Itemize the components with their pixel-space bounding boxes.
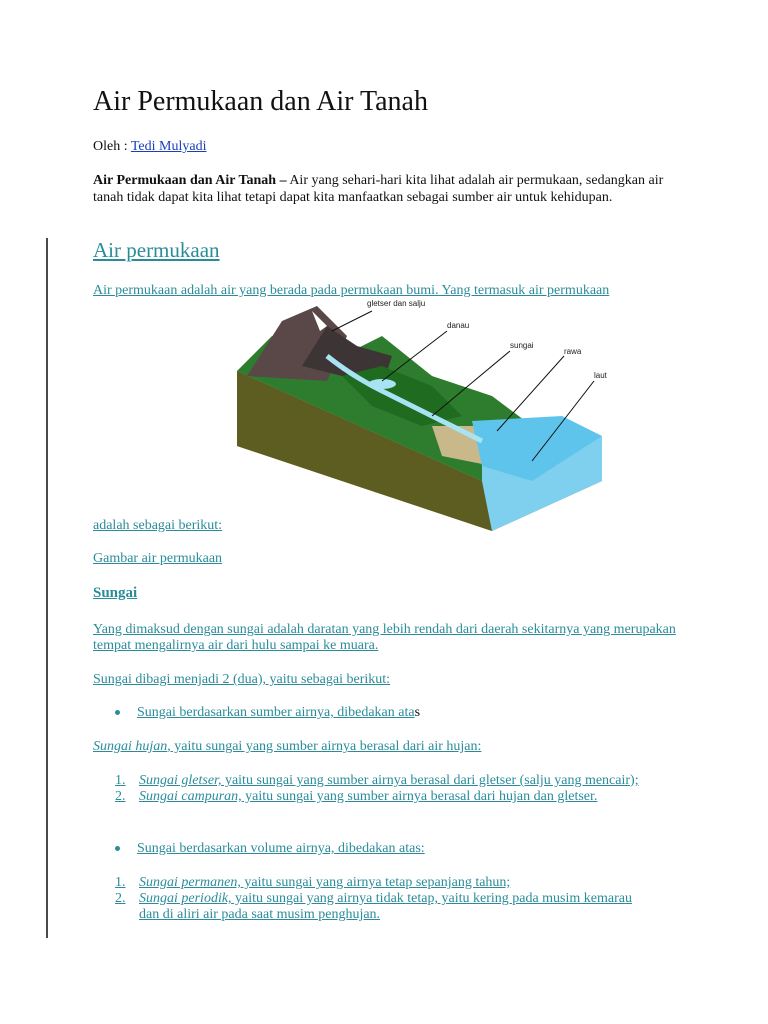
label-sungai: sungai <box>510 341 534 350</box>
list-italic: Sungai gletser, <box>139 773 222 788</box>
list-item <box>115 875 655 891</box>
list-text <box>139 789 597 805</box>
section-heading-sungai: Sungai <box>93 585 138 601</box>
page-title: Air Permukaan dan Air Tanah <box>93 86 428 117</box>
bullet-volume-air <box>115 841 425 857</box>
list-body: yaitu sungai yang airnya tidak tetap, yaitu kering pada musim kemarau dan di aliri air pada saat musim penghujan. <box>139 891 632 922</box>
list-sumber <box>115 773 655 805</box>
surface-water-diagram <box>232 296 612 536</box>
list-italic: Sungai periodik, <box>139 891 232 906</box>
list-item <box>115 891 655 923</box>
list-number: 1. <box>115 875 126 890</box>
byline <box>93 139 206 155</box>
label-danau: danau <box>447 321 470 330</box>
list-item <box>115 789 655 805</box>
list-number: 1. <box>115 773 126 788</box>
list-italic: Sungai campuran, <box>139 789 242 804</box>
sungai-hujan-italic: Sungai hujan <box>93 739 168 754</box>
bullet-volume-text: Sungai berdasarkan volume airnya, dibedakan atas: <box>137 841 425 856</box>
bullet-sumber-tail: s <box>414 705 421 720</box>
air-permukaan-para: Air permukaan adalah air yang berada pada permukaan bumi. Yang termasuk air permukaan <box>93 283 610 298</box>
sungai-hujan-text: , yaitu sungai yang sumber airnya berasal dari air hujan: <box>167 739 482 754</box>
sungai-definition: Yang dimaksud dengan sungai adalah daratan yang lebih rendah dari daerah sekitarnya yang merupakan tempat mengalirnya air dari hulu sampai ke muara. <box>93 622 676 653</box>
label-rawa: rawa <box>564 347 582 356</box>
intro-text: Air yang sehari-hari kita lihat adalah air permukaan, sedangkan air tanah tidak dapat kita lihat tetapi dapat kita manfaatkan sebagai sumber air untuk kehidupan. <box>93 173 664 205</box>
list-body: yaitu sungai yang sumber airnya berasal dari hujan dan gletser. <box>241 789 598 804</box>
list-text <box>139 875 510 891</box>
section-heading-air-permukaan: Air permukaan <box>93 238 220 262</box>
sebagai-berikut-para: adalah sebagai berikut: <box>93 518 223 533</box>
author-link[interactable]: Tedi Mulyadi <box>130 139 207 154</box>
sungai-hujan-para <box>93 739 481 755</box>
list-italic: Sungai permanen, <box>139 875 241 890</box>
sungai-divided: Sungai dibagi menjadi 2 (dua), yaitu sebagai berikut: <box>93 672 391 687</box>
gambar-caption: Gambar air permukaan <box>93 551 223 566</box>
list-item <box>115 773 655 789</box>
bullet-dot-icon <box>115 710 120 715</box>
list-volume <box>115 875 655 923</box>
bullet-sumber-air <box>115 705 420 721</box>
list-body: yaitu sungai yang airnya tetap sepanjang tahun; <box>240 875 511 890</box>
list-text <box>139 773 639 789</box>
byline-prefix: Oleh : <box>93 139 131 154</box>
label-gletser: gletser dan salju <box>367 299 426 308</box>
bullet-sumber-text: Sungai berdasarkan sumber airnya, dibedakan ata <box>137 705 415 720</box>
intro-bold: Air Permukaan dan Air Tanah – <box>93 173 287 188</box>
list-number: 2. <box>115 789 126 804</box>
intro-paragraph <box>93 172 668 206</box>
pointer-gletser <box>332 311 372 331</box>
bullet-dot-icon <box>115 846 120 851</box>
list-number: 2. <box>115 891 126 906</box>
label-laut: laut <box>594 371 607 380</box>
list-text <box>139 891 655 923</box>
list-body: yaitu sungai yang sumber airnya berasal dari gletser (salju yang mencair); <box>221 773 639 788</box>
margin-change-bar <box>46 238 48 938</box>
